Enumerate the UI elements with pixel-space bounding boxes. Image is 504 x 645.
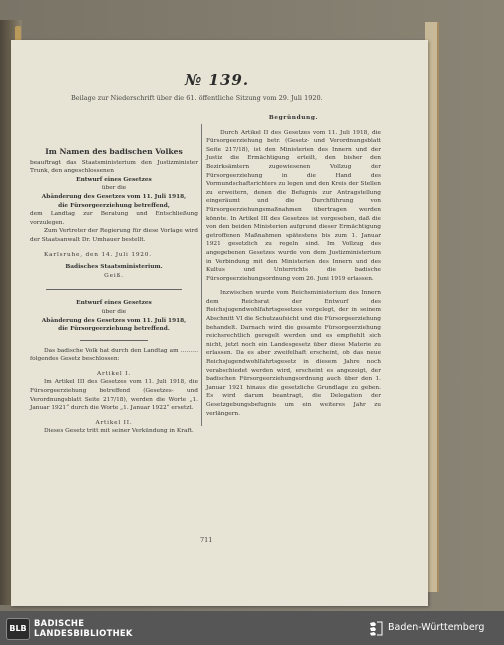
library-name-line-2: LANDESBIBLIOTHEK	[34, 628, 133, 638]
begruendung-p2: Inzwischen wurde vom Reichsministerium des Innern dem Reichsrat der Entwurf des Reichsjugendwohlfahrtsgesetzes vorgelegt, der in seinem Abschnitt VI die Schutzaufsicht und die Fürsorgeerziehung behandelt. Darnach wird die gesamte Fürsorgeerziehung reichsrechtlich geregelt werden und es empfiehlt sich nicht, jetzt noch ein Landesgesetz über diese Materie zu erlassen. Da es aber zweifelhaft erscheint, ob das neue Reichsjugendwohlfahrtsgesetz in diesem Jahre noch verabschiedet werden wird, erscheint es angezeigt, der badischen Fürsorgeerziehungsordnung auch über den 1. Januar 1921 hinaus die gesetzliche Grundlage zu geben. Es wird darum beantragt, die Delegation der Gesetzgebungsbefugnis um ein weiteres Jahr zu verlängern.	[206, 290, 381, 417]
short-rule	[80, 340, 148, 341]
state-name[interactable]: Baden-Württemberg	[388, 622, 485, 633]
artikel-2-heading: Artikel II.	[95, 419, 133, 426]
title-line-3: Abänderung des Gesetzes vom 11. Juli 1918,	[41, 317, 187, 324]
library-footer	[0, 611, 504, 645]
right-column	[206, 114, 381, 418]
signature: Geiß.	[104, 272, 124, 279]
begruendung-p1: Durch Artikel II des Gesetzes vom 11. Juli 1918, die Fürsorgeerziehung betr. (Gesetz- und Verordnungsblatt Seite 217/18), ist den Ministerien des Innern und der Justiz die Ermächtigung erteilt, den bisher den Bezirksämtern zugewiesenen Vollzug der Fürsorgeerziehung in die Hand des Vormundschaftsrichters zu legen und den Kreis der Stellen zu erweitern, denen die Befugnis zur Antragstellung eingeräumt und die Durchführung von Fürsorgeerziehungsmaßnahmen übertragen werden könnte. In Artikel III des Gesetzes ist vorgesehen, daß die von den beiden Ministerien aufgrund dieser Ermächtigung getroffenen Maßnahmen spätestens bis zum 1. Januar 1921 gesetzlich zu regeln sind. Im Vollzug des angegebenen Gesetzes wurde von dem Justizministerium in Verbindung mit den Ministerien des Innern und des Kultus und Unterrichts die badische Fürsorgeerziehungsordnung vom 26. Juni 1919 erlassen.	[206, 129, 381, 282]
entwurf-heading: Entwurf eines Gesetzes	[76, 300, 152, 307]
column-divider	[201, 124, 202, 426]
left-p3: Zum Vertreter der Regierung für diese Vorlage wird der Staatsanwalt Dr. Umhauer bestellt.	[30, 228, 198, 243]
ueber-die: über die	[101, 185, 127, 192]
artikel-1-heading: Artikel I.	[97, 370, 131, 377]
baden-wuerttemberg-lions-icon	[368, 620, 384, 636]
separator-rule	[46, 289, 182, 290]
artikel-2-text: Dieses Gesetz tritt mit seiner Verkündung in Kraft.	[44, 428, 194, 435]
left-p1: beauftragt das Staatsministerium den Justizminister Trunk, den angeschlossenen	[30, 159, 198, 175]
library-name-line-1: BADISCHE	[34, 618, 85, 628]
title-line-2: die Fürsorgeerziehung betreffend,	[58, 202, 170, 209]
left-p2: dem Landtag zur Beratung und Entschließung vorzulegen.	[30, 211, 198, 226]
title-line-1: Abänderung des Gesetzes vom 11. Juli 1918,	[41, 193, 187, 200]
beilage-line: Beilage zur Niederschrift über die 61. öffentliche Sitzung vom 29. Juli 1920.	[71, 94, 323, 102]
date-line: Karlsruhe, den 14. Juli 1920.	[44, 251, 152, 258]
entwurf-line: Entwurf eines Gesetzes	[76, 176, 152, 183]
left-heading: Im Namen des badischen Volkes	[45, 147, 183, 156]
artikel-1-text: Im Artikel III des Gesetzes vom 11. Juli 1918, die Fürsorgeerziehung betreffend (Gesetzes- und Verordnungsblatt Seite 217/18), werden die Worte „1. Januar 1921“ durch die Worte „1. Januar 1922“ ersetzt.	[30, 379, 198, 412]
left-column	[30, 140, 198, 436]
document-page	[11, 40, 428, 606]
blb-logo[interactable]: BLB	[6, 618, 30, 640]
page-number: 711	[200, 536, 213, 544]
enactment-clause: Das badische Volk hat durch den Landtag am ……… folgendes Gesetz beschlossen:	[30, 347, 198, 363]
title-line-4: die Fürsorgeerziehung betreffend.	[58, 326, 170, 333]
ministry-line: Badisches Staatsministerium.	[65, 264, 163, 271]
library-name[interactable]	[34, 618, 133, 638]
document-number: № 139.	[185, 71, 250, 89]
begruendung-heading: Begründung.	[268, 115, 319, 121]
ueber-die-2: über die	[101, 308, 127, 315]
